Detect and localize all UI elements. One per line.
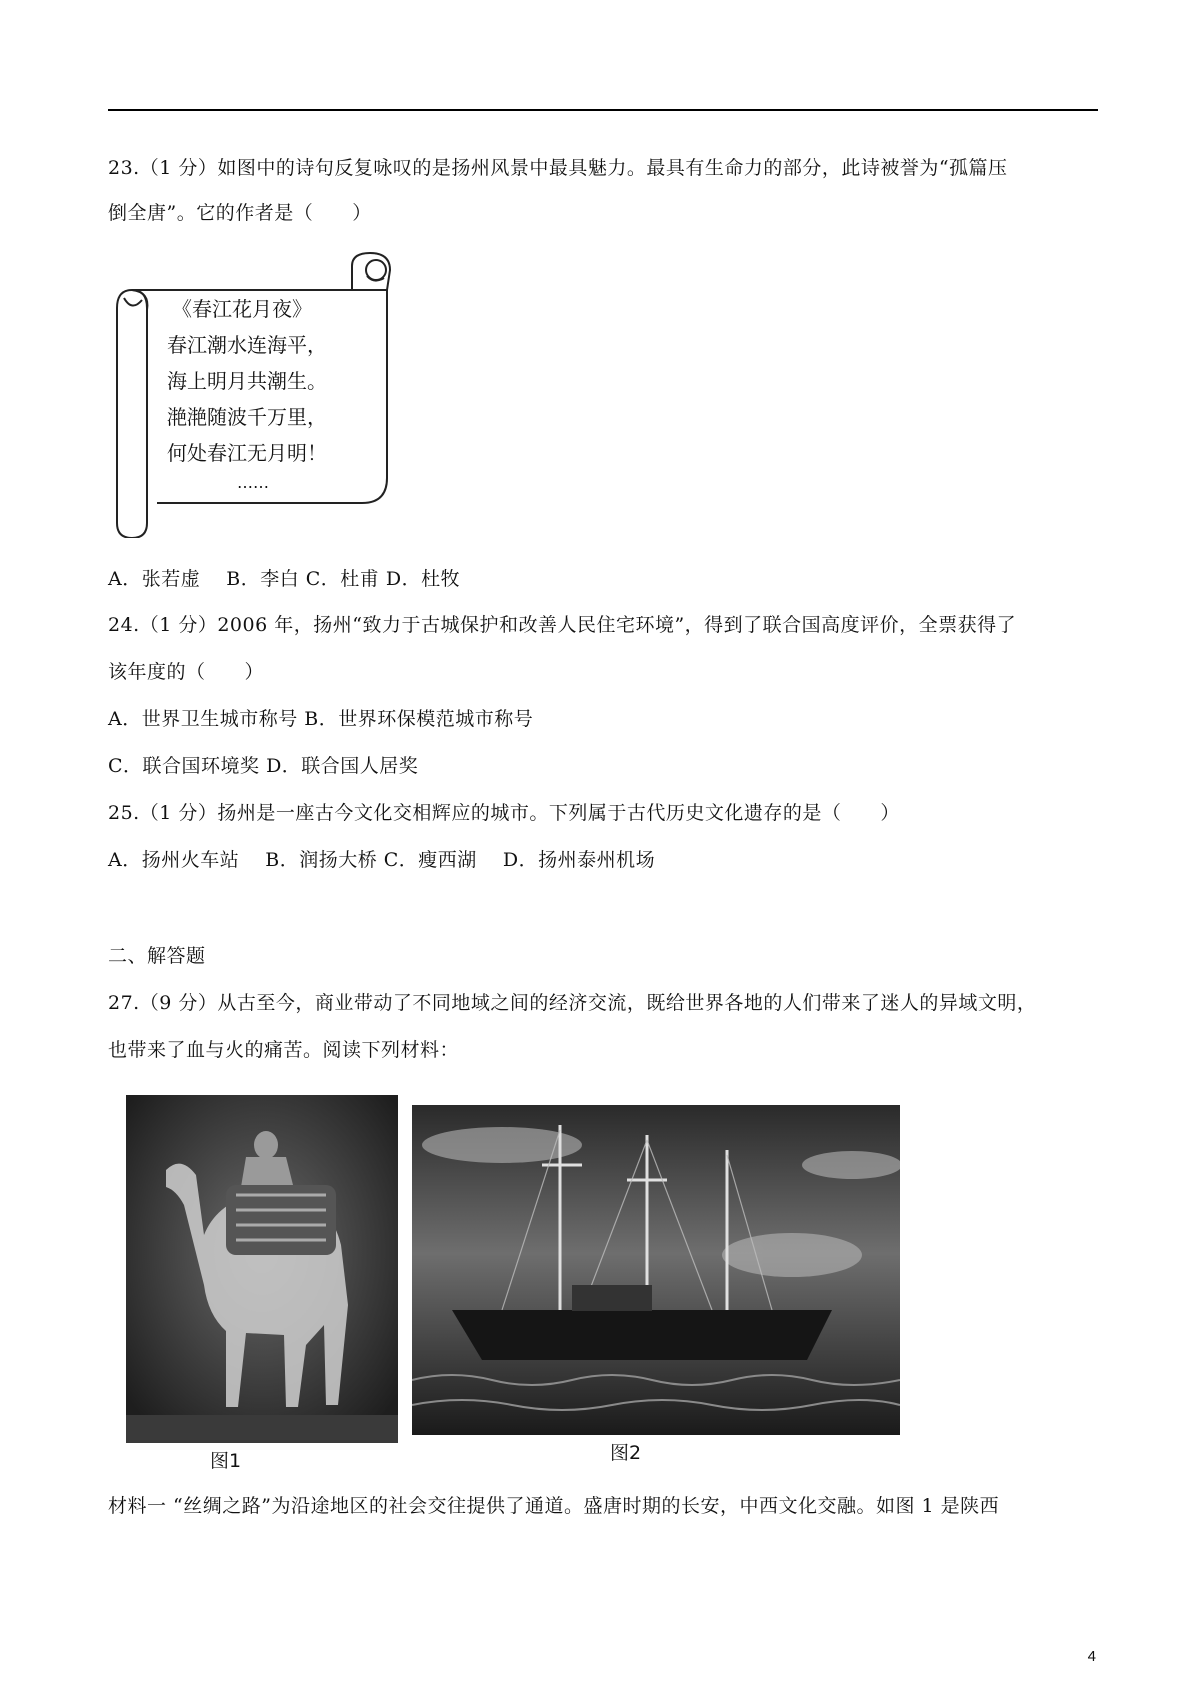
poem-line-1: 春江潮水连海平， — [167, 333, 327, 357]
figure-2-ship-photo — [412, 1105, 900, 1435]
poem-line-4: 何处春江无月明！ — [167, 441, 327, 465]
q24-line2: 该年度的（ ） — [108, 661, 265, 683]
q24-options-1: A．世界卫生城市称号 B．世界环保模范城市称号 — [108, 708, 534, 730]
header-rule — [108, 109, 1098, 111]
section-title: 二、解答题 — [108, 945, 206, 967]
figure-2-caption: 图2 — [610, 1442, 642, 1464]
figure-1-camel-photo — [126, 1095, 398, 1443]
poem-scroll-figure — [112, 248, 422, 538]
poem-line-3: 滟滟随波千万里， — [167, 405, 327, 429]
q27-line2: 也带来了血与火的痛苦。阅读下列材料： — [108, 1039, 460, 1061]
q27-material-1: 材料一 “丝绸之路”为沿途地区的社会交往提供了通道。盛唐时期的长安，中西文化交融。如图 1 是陕西 — [108, 1495, 1000, 1517]
page-number: 4 — [1087, 1648, 1096, 1665]
figure-1-caption: 图1 — [210, 1450, 242, 1472]
q23-options: A．张若虚 B．李白 C．杜甫 D．杜牧 — [108, 568, 461, 590]
q25-line1: 25.（1 分）扬州是一座古今文化交相辉应的城市。下列属于古代历史文化遗存的是（ ） — [108, 802, 900, 824]
q27-line1: 27.（9 分）从古至今，商业带动了不同地域之间的经济交流，既给世界各地的人们带来了迷人的异域文明， — [108, 992, 1037, 1014]
q25-options: A．扬州火车站 B．润扬大桥 C．瘦西湖 D．扬州泰州机场 — [108, 849, 656, 871]
poem-title: 《春江花月夜》 — [172, 297, 312, 321]
poem-line-2: 海上明月共潮生。 — [167, 369, 327, 393]
q23-line2: 倒全唐”。它的作者是（ ） — [108, 202, 372, 224]
q24-options-2: C．联合国环境奖 D．联合国人居奖 — [108, 755, 419, 777]
poem-ellipsis: …… — [237, 473, 269, 492]
q23-line1: 23.（1 分）如图中的诗句反复咏叹的是扬州风景中最具魅力。最具有生命力的部分，此诗被誉为“孤篇压 — [108, 157, 1008, 179]
q24-line1: 24.（1 分）2006 年，扬州“致力于古城保护和改善人民住宅环境”，得到了联合国高度评价，全票获得了 — [108, 614, 1017, 636]
